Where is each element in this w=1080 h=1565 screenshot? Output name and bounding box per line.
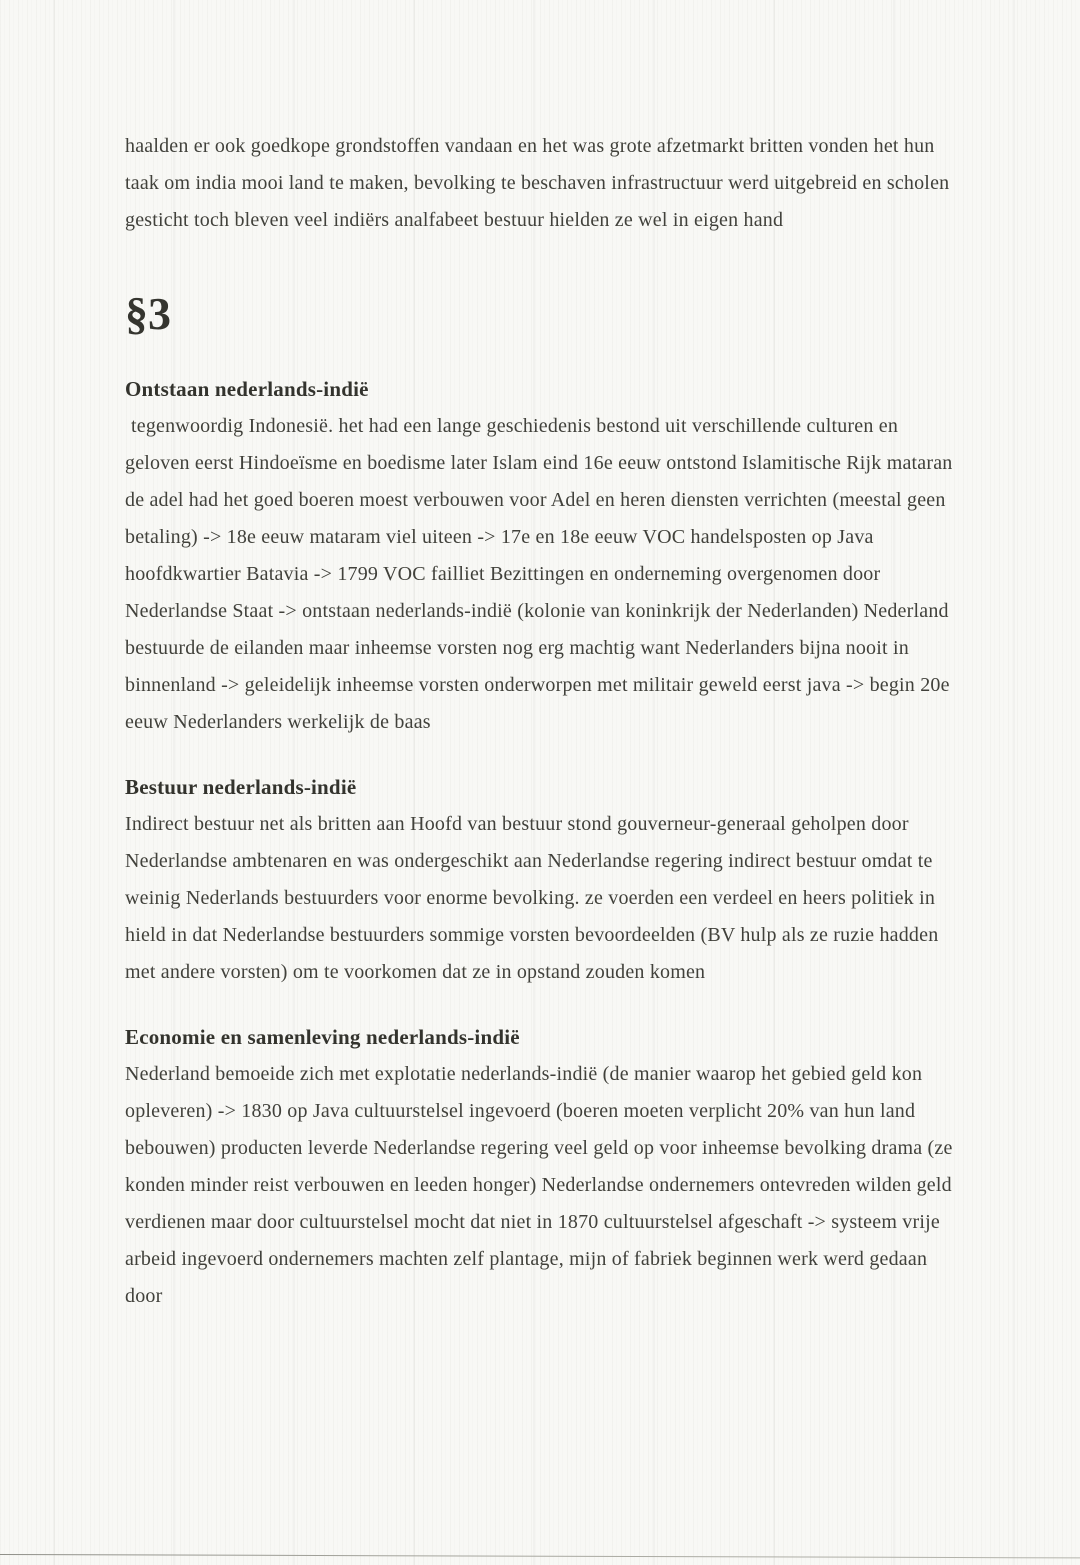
section-ontstaan — [125, 377, 953, 741]
section-heading: Economie en samenleving nederlands-indië — [125, 1025, 520, 1049]
section-bestuur — [125, 775, 953, 991]
section-marker: §3 — [125, 288, 171, 339]
section-body: Indirect bestuur net als britten aan Hoofd van bestuur stond gouverneur-generaal geholpen door Nederlandse ambtenaren en was ondergeschikt aan Nederlandse regering indirect bestuur omdat te weinig Nederlands bestuurders voor enorme bevolking. ze voerden een verdeel en heers politiek in hield in dat Nederlandse bestuurders sommige vorsten bevoordeelden (BV hulp als ze ruzie hadden met andere vorsten) om te voorkomen dat ze in opstand zouden komen — [125, 813, 939, 983]
section-heading: Bestuur nederlands-indië — [125, 775, 357, 799]
section-economie — [125, 1025, 953, 1315]
intro-paragraph: haalden er ook goedkope grondstoffen vandaan en het was grote afzetmarkt britten vonden het hun taak om india mooi land te maken, bevolking te beschaven infrastructuur werd uitgebreid en scholen gesticht toch bleven veel indiërs analfabeet bestuur hielden ze wel in eigen hand — [125, 135, 950, 231]
section-body: tegenwoordig Indonesië. het had een lange geschiedenis bestond uit verschillende culturen en geloven eerst Hindoeïsme en boedisme later Islam eind 16e eeuw ontstond Islamitische Rijk mataran de adel had het goed boeren moest verbouwen voor Adel en heren diensten verrichten (meestal geen betaling) -> 18e eeuw mataram viel uiteen -> 17e en 18e eeuw VOC handelsposten op Java hoofdkwartier Batavia -> 1799 VOC failliet Bezittingen en onderneming overgenomen door Nederlandse Staat -> ontstaan nederlands-indië (kolonie van koninkrijk der Nederlanden) Nederland bestuurde de eilanden maar inheemse vorsten nog erg machtig want Nederlanders bijna nooit in binnenland -> geleidelijk inheemse vorsten onderworpen met militair geweld eerst java -> begin 20e eeuw Nederlanders werkelijk de baas — [125, 415, 953, 733]
scan-paper-edge-line — [0, 1554, 1080, 1558]
page-content — [125, 128, 953, 1349]
section-heading: Ontstaan nederlands-indië — [125, 377, 369, 401]
section-body: Nederland bemoeide zich met explotatie nederlands-indië (de manier waarop het gebied geld kon opleveren) -> 1830 op Java cultuurstelsel ingevoerd (boeren moeten verplicht 20% van hun land bebouwen) producten leverde Nederlandse regering veel geld op voor inheemse bevolking drama (ze konden minder reist verbouwen en leeden honger) Nederlandse ondernemers ontevreden wilden geld verdienen maar door cultuurstelsel mocht dat niet in 1870 cultuurstelsel afgeschaft -> systeem vrije arbeid ingevoerd ondernemers machten zelf plantage, mijn of fabriek beginnen werk werd gedaan door — [125, 1063, 953, 1307]
